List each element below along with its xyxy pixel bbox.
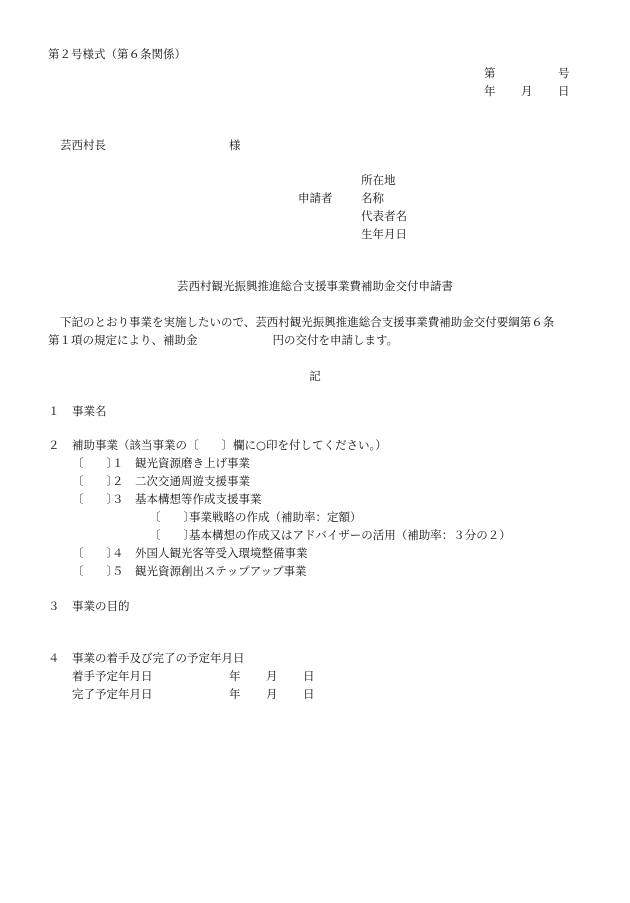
section-4-title: 事業の着手及び完了の予定年月日	[72, 651, 245, 665]
end-date-day: 日	[303, 687, 315, 701]
option-3b-checkbox[interactable]: 〔 〕	[149, 528, 195, 542]
section-3-number: ３	[48, 599, 60, 613]
option-3b-label: 基本構想の作成又はアドバイザーの活用（補助率：３分の２）	[189, 528, 511, 542]
section-2-number: ２	[48, 438, 60, 452]
option-3a-label: 事業戦略の作成（補助率：定額）	[189, 510, 362, 524]
start-date-label: 着手予定年月日	[72, 669, 153, 683]
body-line-2	[48, 333, 398, 347]
option-1	[72, 456, 250, 470]
body-line-2-before: 第１項の規定により、補助金	[48, 333, 198, 347]
option-5-label: ５ 観光資源創出ステップアップ事業	[112, 564, 307, 578]
applicant-field-birthdate: 生年月日	[361, 227, 407, 241]
start-date-month: 月	[266, 669, 278, 683]
option-3	[72, 492, 262, 506]
option-3a-checkbox[interactable]: 〔 〕	[149, 510, 195, 524]
option-3a	[149, 510, 362, 524]
body-line-2-after: 円の交付を申請します。	[272, 333, 399, 347]
applicant-field-address: 所在地	[361, 173, 396, 187]
option-1-label: １ 観光資源磨き上げ事業	[112, 456, 250, 470]
section-2-title: 補助事業（該当事業の〔 〕欄に○印を付してください。）	[72, 438, 387, 452]
date-year: 年	[484, 84, 496, 98]
section-1-number: １	[48, 404, 60, 418]
option-5	[72, 564, 306, 578]
option-3-label: ３ 基本構想等作成支援事業	[112, 492, 262, 506]
option-4	[72, 546, 308, 560]
option-1-checkbox[interactable]: 〔 〕	[72, 456, 118, 470]
addressee-honorific: 様	[229, 138, 241, 152]
date-month: 月	[521, 84, 533, 98]
end-date-label: 完了予定年月日	[72, 687, 153, 701]
option-2-label: ２ 二次交通周遊支援事業	[112, 474, 250, 488]
option-2-checkbox[interactable]: 〔 〕	[72, 474, 118, 488]
option-5-checkbox[interactable]: 〔 〕	[72, 564, 118, 578]
body-line-1: 下記のとおり事業を実施したいので、芸西村観光振興推進総合支援事業費補助金交付要綱第６条	[60, 315, 555, 329]
option-3-checkbox[interactable]: 〔 〕	[72, 492, 118, 506]
date-day: 日	[558, 84, 570, 98]
end-date-year: 年	[229, 687, 241, 701]
start-date-year: 年	[229, 669, 241, 683]
addressee-name: 芸西村長	[60, 138, 106, 152]
ki-heading: 記	[309, 369, 321, 383]
applicant-field-representative: 代表者名	[361, 209, 407, 223]
start-date-day: 日	[303, 669, 315, 683]
section-4-number: ４	[48, 651, 60, 665]
option-2	[72, 474, 250, 488]
document-title: 芸西村観光振興推進総合支援事業費補助金交付申請書	[177, 279, 453, 293]
applicant-field-name: 名称	[361, 191, 384, 205]
end-date-month: 月	[266, 687, 278, 701]
section-3-title: 事業の目的	[72, 599, 130, 613]
form-number: 第２号様式（第６条関係）	[48, 47, 186, 61]
option-3b	[149, 528, 511, 542]
applicant-label: 申請者	[298, 191, 333, 205]
ref-go: 号	[558, 66, 570, 80]
option-4-label: ４ 外国人観光客等受入環境整備事業	[112, 546, 308, 560]
section-1-title: 事業名	[72, 404, 107, 418]
ref-dai: 第	[484, 66, 496, 80]
option-4-checkbox[interactable]: 〔 〕	[72, 546, 118, 560]
